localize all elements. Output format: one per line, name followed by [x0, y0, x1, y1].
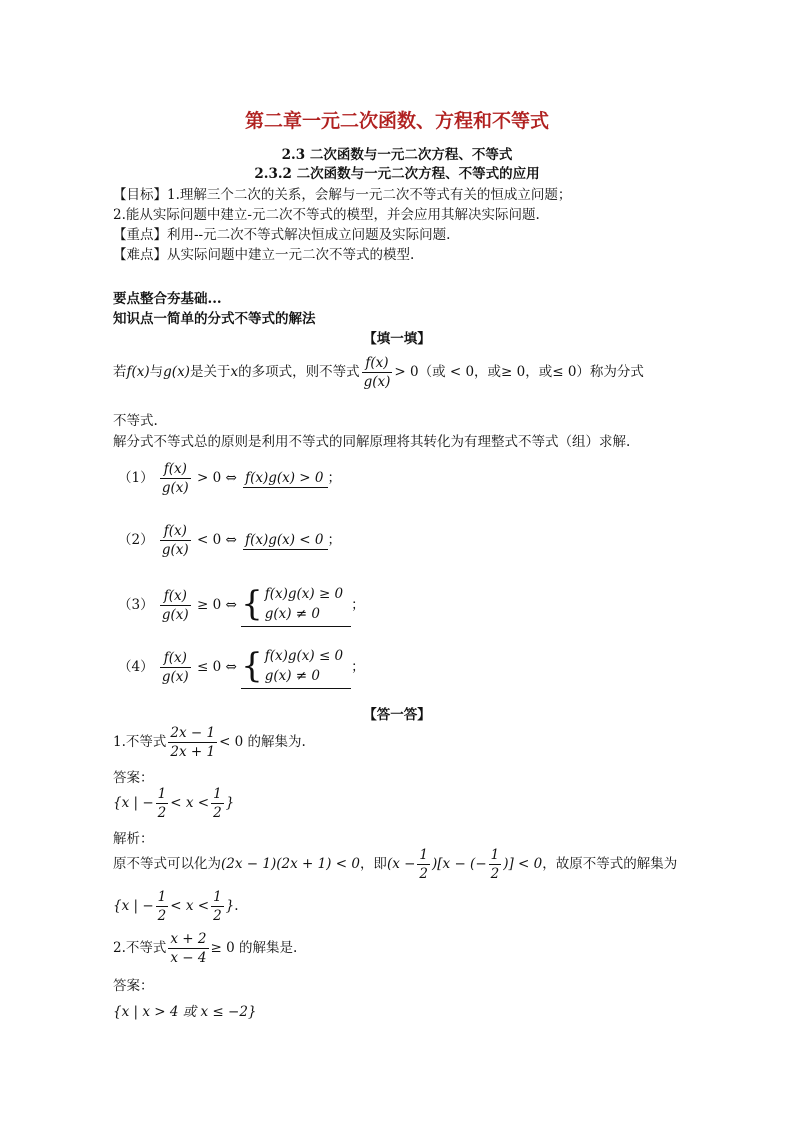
q1-ans-c: } [225, 795, 235, 811]
q1-ans-half-1-den: 2 [157, 805, 167, 821]
rule-2-num: f(x) [160, 522, 191, 541]
rule-1-den: g(x) [161, 480, 189, 496]
rule-3-fraction [160, 587, 191, 624]
q1-den: 2x + 1 [170, 744, 216, 760]
definition-line [113, 354, 644, 391]
def-text-3: 是关于 [189, 364, 231, 380]
q1-analysis-label: 解析： [113, 831, 154, 847]
q1-prefix: 1.不等式 [113, 734, 167, 750]
section-title: 2.3 二次函数与一元二次方程、不等式 [281, 147, 513, 163]
q1-an-c: ，即 [359, 856, 387, 872]
rule-1-answer: f(x)g(x) > 0 [243, 470, 327, 488]
rule-4-rel: ≤ 0 ⇔ [196, 659, 237, 675]
q2-suffix: ≥ 0 的解集是. [210, 940, 298, 956]
q1-an-g: ，故原不等式的解集为 [542, 856, 678, 872]
base-heading: 要点整合夯基础... [113, 291, 222, 307]
rule-2-end: ； [327, 532, 341, 548]
q2-fraction [168, 930, 208, 967]
q1-fin-half-2 [211, 888, 224, 925]
q1-an-half-1-num: 1 [419, 847, 429, 863]
q2-den: x − 4 [170, 950, 207, 966]
def-text-4: 的多项式，则不等式 [238, 364, 360, 380]
def-text-2: 与 [149, 364, 164, 380]
q1-an-half-1 [417, 846, 430, 883]
rule-3-num: f(x) [160, 587, 191, 606]
q1-an-a: 原不等式可以化为 [113, 856, 221, 872]
q1-answer [113, 785, 234, 822]
knowledge-point-heading: 知识点一简单的分式不等式的解法 [113, 311, 316, 327]
rule-2-rel: < 0 ⇔ [196, 532, 237, 548]
rule-3 [118, 584, 365, 627]
question-2 [113, 930, 297, 967]
q1-fraction [168, 724, 217, 761]
fill-heading: 【填一填】 [363, 331, 431, 347]
rule-4 [118, 646, 365, 689]
q1-ans-half-1 [156, 785, 169, 822]
rule-4-sys-2: g(x) ≠ 0 [264, 668, 320, 684]
q1-an-d: (x − [386, 856, 416, 872]
rule-2-answer: f(x)g(x) < 0 [243, 532, 327, 550]
chapter-title: 第二章一元二次函数、方程和不等式 [244, 110, 549, 132]
goals-line-2: 2.能从实际问题中建立-元二次不等式的模型，并会应用其解决实际问题. [113, 207, 540, 223]
q1-fin-b: < x < [170, 898, 210, 914]
def-fx: f(x) [126, 364, 150, 380]
rule-1-num: f(x) [160, 460, 191, 479]
q2-prefix: 2.不等式 [113, 940, 167, 956]
q1-final [113, 888, 239, 925]
def-fraction-num: f(x) [362, 354, 393, 373]
q1-fin-end: . [234, 898, 239, 914]
rule-4-brace: { [241, 646, 263, 686]
q1-fin-half-1 [156, 888, 169, 925]
q1-an-e: )[x − (− [432, 856, 487, 872]
q1-ans-half-1-num: 1 [157, 786, 167, 802]
q1-an-f: )] < 0 [503, 856, 543, 872]
q1-analysis [113, 846, 677, 883]
q1-fin-half-1-num: 1 [157, 889, 167, 905]
q1-an-half-1-den: 2 [419, 866, 429, 882]
rule-4-den: g(x) [161, 669, 189, 685]
rule-4-system [241, 646, 351, 689]
def-x: x [230, 364, 239, 380]
rule-2 [118, 522, 341, 559]
q1-fin-half-2-den: 2 [213, 908, 222, 924]
q1-fin-half-1-den: 2 [157, 908, 167, 924]
q1-an-half-2 [489, 846, 502, 883]
rule-1-label: （1） [118, 470, 154, 486]
rule-3-den: g(x) [161, 607, 189, 623]
rule-3-system [241, 584, 351, 627]
rule-4-sys-1: f(x)g(x) ≤ 0 [264, 648, 344, 664]
q1-ans-half-2 [211, 785, 224, 822]
key-point: 【重点】利用--元二次不等式解决恒成立问题及实际问题. [113, 227, 451, 243]
def-text-1: 若 [113, 364, 127, 380]
rule-3-sys-1: f(x)g(x) ≥ 0 [264, 586, 344, 602]
rule-4-fraction [160, 649, 191, 686]
rule-3-system-lines [265, 584, 343, 624]
rule-2-den: g(x) [161, 542, 189, 558]
rule-4-num: f(x) [160, 649, 191, 668]
q1-ans-half-2-num: 1 [213, 786, 222, 802]
q1-answer-label: 答案： [113, 770, 154, 786]
rule-3-brace: { [241, 584, 263, 624]
q1-an-b: (2x − 1)(2x + 1) < 0 [221, 856, 360, 872]
q1-ans-a: {x | − [113, 795, 154, 811]
q1-fin-a: {x | − [113, 898, 154, 914]
q1-suffix: < 0 的解集为. [219, 734, 306, 750]
goals-line-1: 【目标】1.理解三个二次的关系，会解与一元二次不等式有关的恒成立问题； [113, 187, 572, 203]
q1-an-half-2-num: 1 [490, 847, 500, 863]
rule-1 [118, 460, 341, 497]
q1-num: 2x − 1 [170, 725, 216, 741]
rule-2-fraction [160, 522, 191, 559]
q1-ans-b: < x < [170, 795, 210, 811]
rule-4-system-lines [265, 646, 343, 686]
def-text-5: > 0（或 < 0，或≥ 0，或≤ 0）称为分式 [394, 364, 644, 380]
q2-num: x + 2 [170, 931, 207, 947]
rule-1-fraction [160, 460, 191, 497]
rule-3-rel: ≥ 0 ⇔ [196, 597, 237, 613]
q2-answer-label: 答案： [113, 978, 154, 994]
def-gx: g(x) [163, 364, 190, 380]
rule-3-label: （3） [118, 597, 154, 613]
rule-1-end: ； [327, 470, 341, 486]
difficulty-point: 【难点】从实际问题中建立一元二次不等式的模型. [113, 247, 415, 263]
qa-heading: 【答一答】 [363, 707, 431, 723]
rule-1-rel: > 0 ⇔ [196, 470, 237, 486]
definition-line-2: 不等式. [113, 413, 158, 429]
q1-fin-c: } [225, 898, 235, 914]
rule-4-end: ； [351, 659, 365, 675]
principle-line: 解分式不等式总的原则是利用不等式的同解原理将其转化为有理整式不等式（组）求解. [113, 434, 631, 450]
q2-answer: {x | x > 4 或 x ≤ −2} [113, 1004, 257, 1020]
rule-3-end: ； [351, 597, 365, 613]
q1-fin-half-2-num: 1 [213, 889, 222, 905]
def-fraction [362, 354, 393, 391]
q1-ans-half-2-den: 2 [213, 805, 222, 821]
question-1 [113, 724, 306, 761]
rule-3-sys-2: g(x) ≠ 0 [264, 606, 320, 622]
q1-an-half-2-den: 2 [490, 866, 500, 882]
rule-2-label: （2） [118, 532, 154, 548]
subsection-title: 2.3.2 二次函数与一元二次方程、不等式的应用 [254, 166, 540, 182]
rule-4-label: （4） [118, 659, 154, 675]
def-fraction-den: g(x) [363, 374, 391, 390]
